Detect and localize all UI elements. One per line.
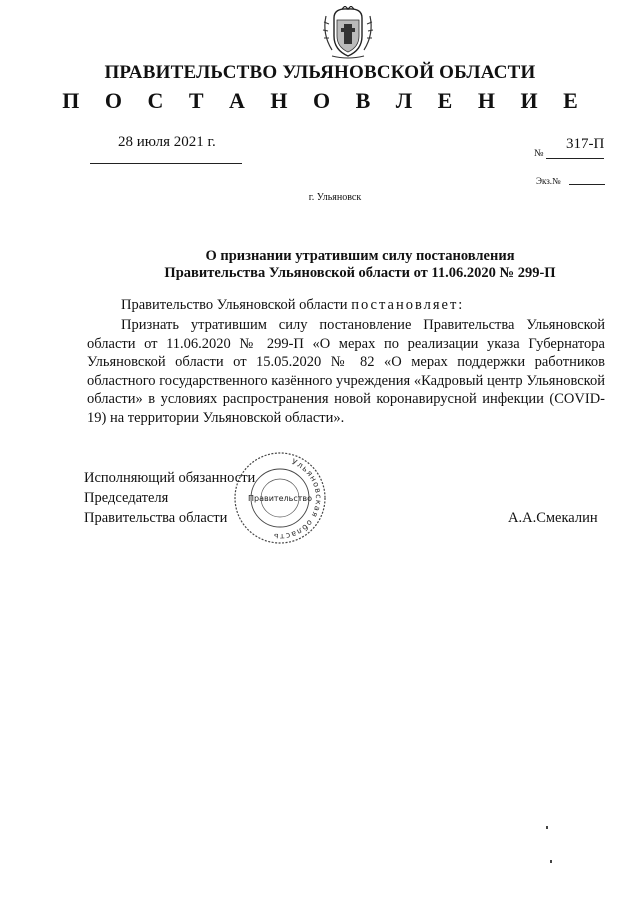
signature-position-line-2: Председателя [84, 490, 169, 506]
signature-position-line-1: Исполняющий обязанности [84, 470, 256, 486]
signature-position-line-3: Правительства области [84, 510, 228, 526]
document-type: П О С Т А Н О В Л Е Н И Е [62, 88, 588, 113]
copy-number-label: Экз.№ [536, 176, 561, 186]
resolution-paragraph: Признать утратившим силу постановление Правительства Ульяновской области от 11.06.2020 № 299-П «О мерах по реализации указа Губернатора Ульяновской области от 15.05.2020 № 82 «О мерах поддержки работников областного государственного казённого учреждения «Кадровый центр Ульяновской области» в условиях распространения новой коронавирусной инфекции (COVID-19) на территории Ульяновской области». [87, 317, 605, 426]
resolution-intro [121, 297, 464, 314]
scan-speck [546, 826, 548, 829]
document-number: 317-П [566, 136, 605, 152]
number-underline [546, 158, 604, 159]
intro-prefix: Правительство Ульяновской области [121, 297, 352, 313]
signer-name: А.А.Смекалин [508, 510, 598, 526]
number-label: № [534, 148, 544, 159]
government-name: ПРАВИТЕЛЬСТВО УЛЬЯНОВСКОЙ ОБЛАСТИ [104, 62, 536, 83]
scan-speck [550, 860, 552, 863]
copy-number-underline [569, 184, 605, 185]
document-title [80, 248, 640, 282]
stamp-ring-text: Ульяновская область [272, 457, 324, 542]
city: г. Ульяновск [308, 192, 362, 203]
document-title-line-1: О признании утратившим силу постановления [205, 248, 515, 264]
coat-of-arms-icon [320, 6, 376, 60]
official-stamp [233, 451, 327, 545]
intro-verb: постановляет: [351, 297, 465, 313]
stamp-center-text: Правительство [248, 494, 312, 503]
document-date: 28 июля 2021 г. [118, 134, 216, 150]
signature-position [84, 468, 255, 528]
document-title-line-2: Правительства Ульяновской области от 11.06.2020 № 299-П [164, 265, 556, 281]
